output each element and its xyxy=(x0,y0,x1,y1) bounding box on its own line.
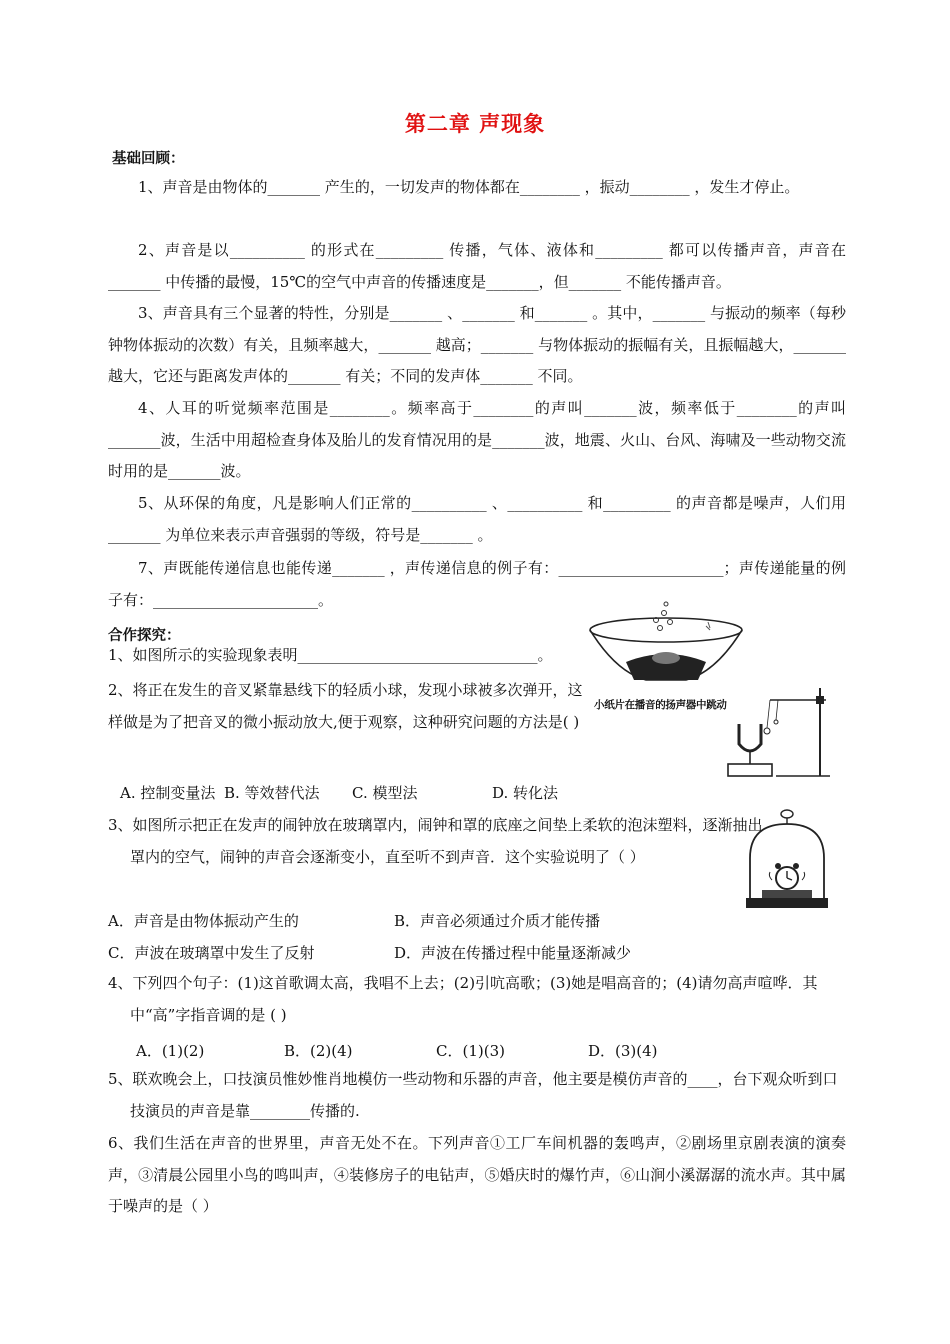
basic-item-3: 3、声音具有三个显著的特性，分别是_______ 、_______ 和_______ 。其中，_______ 与振动的频率（每秒钟物体振动的次数）有关，且频率越大，_______ 越高；_______ 与物体振动的振幅有关，且振幅越大，_______ 越大，它还与距离发声体的_______ 有关；不同的发声体_______ 不同。 xyxy=(108,304,846,385)
tuning-fork-figure xyxy=(726,684,834,780)
basic-item-4: 4、人耳的听觉频率范围是________。频率高于________的声叫_______波，频率低于________的声叫_______波，生活中用超检查身体及胎儿的发育情况用的是_______波，地震、火山、台风、海啸及一些动物交流时用的是_______波。 xyxy=(108,399,846,480)
speaker-figure-caption: 小纸片在播音的扬声器中跳动 xyxy=(594,699,727,711)
q2-option-c[interactable]: C. 模型法 xyxy=(352,784,418,802)
question-1: 1、如图所示的实验现象表明________________________________。 xyxy=(108,646,553,664)
question-2-options xyxy=(120,782,558,803)
question-2: 2、将正在发生的音叉紧靠悬线下的轻质小球，发现小球被多次弹开，这样做是为了把音叉的微小振动放大,便于观察，这种研究问题的方法是( ) xyxy=(108,681,583,731)
q2-option-b[interactable]: B. 等效替代法 xyxy=(224,784,320,802)
q3-option-b[interactable]: B．声音必须通过介质才能传播 xyxy=(394,912,601,930)
question-4-options xyxy=(136,1040,658,1061)
q4-option-a[interactable]: A．(1)(2) xyxy=(136,1042,205,1060)
question-6: 6、我们生活在声音的世界里，声音无处不在。下列声音①工厂车间机器的轰鸣声，②剧场里京剧表演的演奏声，③清晨公园里小鸟的鸣叫声，④装修房子的电钻声，⑤婚庆时的爆竹声，⑥山涧小溪潺潺的流水声。其中属于噪声的是（ ） xyxy=(108,1134,846,1215)
q4-option-d[interactable]: D．(3)(4) xyxy=(588,1042,658,1060)
q4-option-b[interactable]: B．(2)(4) xyxy=(284,1042,353,1060)
question-3: 3、如图所示把正在发声的闹钟放在玻璃罩内，闹钟和罩的底座之间垫上柔软的泡沫塑料，逐渐抽出罩内的空气，闹钟的声音会逐渐变小，直至听不到声音．这个实验说明了（ ） xyxy=(108,816,763,866)
q3-option-c[interactable]: C．声波在玻璃罩中发生了反射 xyxy=(108,944,315,962)
section-basic-review: 基础回顾： xyxy=(112,151,185,167)
basic-item-7: 7、声既能传递信息也能传递_______ ，声传递信息的例子有：______________________；声传递能量的例子有：______________________。 xyxy=(108,559,846,609)
basic-item-2: 2、声音是以__________ 的形式在_________ 传播，气体、液体和_________ 都可以传播声音，声音在_______ 中传播的最慢，15℃的空气中声音的传播速度是_______，但_______ 不能传播声音。 xyxy=(108,241,846,291)
section-cooperative-inquiry: 合作探究： xyxy=(108,628,181,644)
question-4: 4、下列四个句子：(1)这首歌调太高，我唱不上去；(2)引吭高歌；(3)她是唱高音的；(4)请勿高声喧哗．其中“高”字指音调的是 ( ) xyxy=(108,974,818,1024)
q3-option-a[interactable]: A．声音是由物体振动产生的 xyxy=(108,912,299,930)
question-3-options-row1 xyxy=(108,910,600,931)
q2-option-d[interactable]: D. 转化法 xyxy=(492,784,559,802)
q2-option-a[interactable]: A. 控制变量法 xyxy=(120,784,216,802)
q3-option-d[interactable]: D．声波在传播过程中能量逐渐减少 xyxy=(394,944,632,962)
question-5: 5、联欢晚会上，口技演员惟妙惟肖地模仿一些动物和乐器的声音，他主要是模仿声音的____，台下观众听到口技演员的声音是靠________传播的. xyxy=(108,1070,838,1120)
q4-option-c[interactable]: C．(1)(3) xyxy=(436,1042,505,1060)
basic-item-1: 1、声音是由物体的_______ 产生的，一切发声的物体都在________ ，振动________ ，发生才停止。 xyxy=(138,178,800,196)
question-3-options-row2 xyxy=(108,942,631,963)
speaker-figure xyxy=(586,600,746,696)
basic-item-5: 5、从环保的角度，凡是影响人们正常的__________ 、__________ 和_________ 的声音都是噪声，人们用_______ 为单位来表示声音强弱的等级，符号是_______ 。 xyxy=(108,494,846,544)
page-title: 第二章 声现象 xyxy=(404,112,546,136)
bell-jar-figure xyxy=(742,808,832,916)
